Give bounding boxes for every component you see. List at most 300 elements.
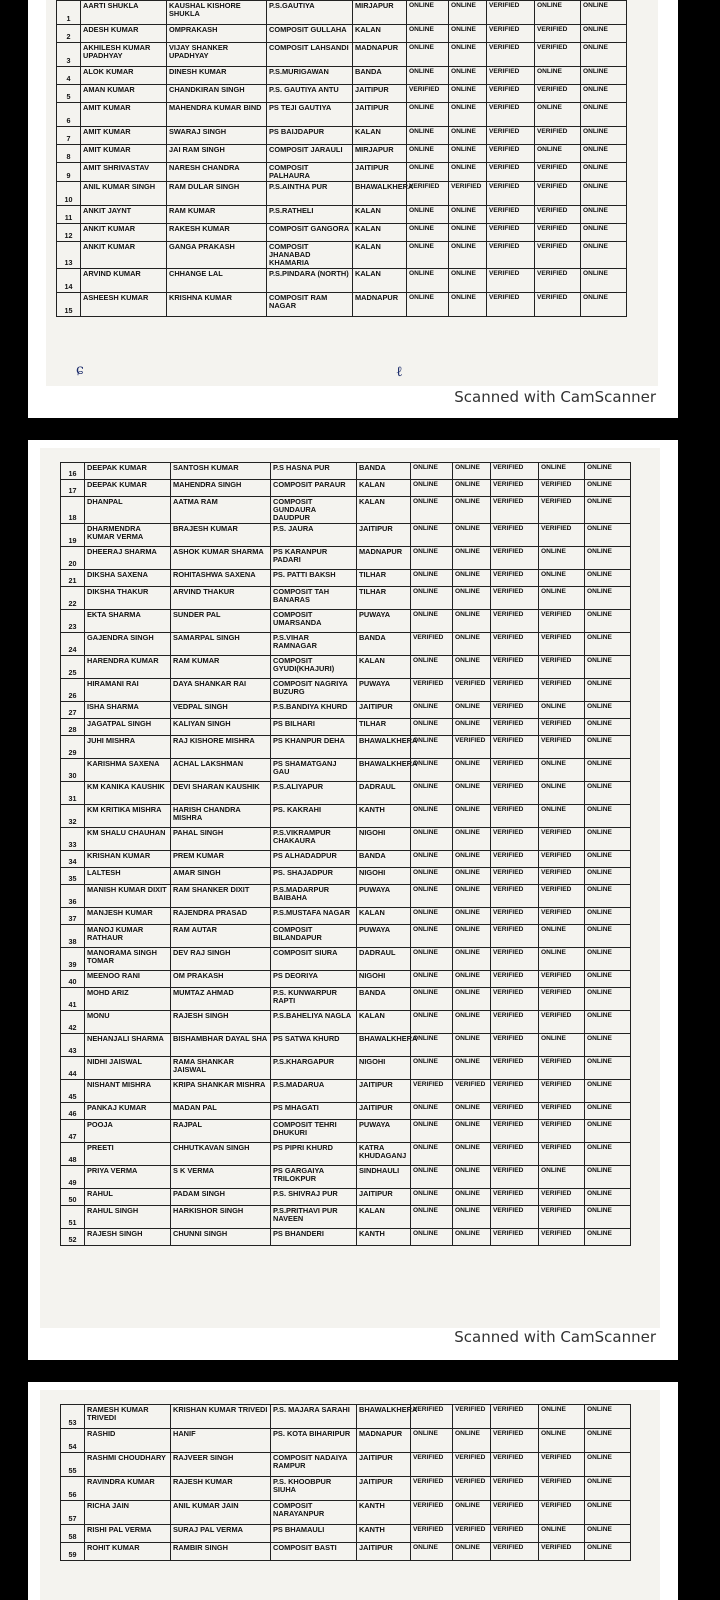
cell-name: KRISHAN KUMAR bbox=[85, 851, 171, 868]
cell-status-3: VERIFIED bbox=[491, 948, 539, 971]
cell-status-2: ONLINE bbox=[449, 145, 487, 163]
cell-father-name: RAM KUMAR bbox=[171, 656, 271, 679]
cell-school-name: PS DEORIYA bbox=[271, 971, 357, 988]
cell-sr-no: 21 bbox=[61, 570, 85, 587]
table-row bbox=[61, 463, 631, 480]
cell-status-5: ONLINE bbox=[585, 851, 631, 868]
cell-block: JAITIPUR bbox=[353, 103, 407, 127]
cell-status-2: ONLINE bbox=[453, 925, 491, 948]
cell-father-name: RAMBIR SINGH bbox=[171, 1543, 271, 1561]
cell-status-5: ONLINE bbox=[585, 480, 631, 497]
cell-status-1: ONLINE bbox=[411, 547, 453, 570]
cell-name: ISHA SHARMA bbox=[85, 702, 171, 719]
cell-school-name: COMPOSIT PALHAURA bbox=[267, 163, 353, 182]
cell-status-4: VERIFIED bbox=[539, 524, 585, 547]
cell-status-5: ONLINE bbox=[585, 497, 631, 524]
cell-status-5: ONLINE bbox=[585, 1477, 631, 1501]
cell-status-2: ONLINE bbox=[453, 1189, 491, 1206]
cell-father-name: ANIL KUMAR JAIN bbox=[171, 1501, 271, 1525]
cell-school-name: PS BHAMAULI bbox=[271, 1525, 357, 1543]
cell-status-4: VERIFIED bbox=[539, 1057, 585, 1080]
cell-name: HARENDRA KUMAR bbox=[85, 656, 171, 679]
cell-status-5: ONLINE bbox=[585, 1120, 631, 1143]
cell-father-name: AATMA RAM bbox=[171, 497, 271, 524]
pen-mark: ℓ bbox=[396, 364, 403, 380]
cell-name: AMAN KUMAR bbox=[81, 85, 167, 103]
cell-name: ADESH KUMAR bbox=[81, 25, 167, 43]
cell-father-name: MAHENDRA SINGH bbox=[171, 480, 271, 497]
cell-block: KALAN bbox=[353, 242, 407, 269]
cell-name: MANISH KUMAR DIXIT bbox=[85, 885, 171, 908]
cell-block: JAITIPUR bbox=[353, 163, 407, 182]
cell-status-5: ONLINE bbox=[585, 1011, 631, 1034]
cell-block: BHAWALKHERA bbox=[357, 759, 411, 782]
cell-school-name: P.S.KHARGAPUR bbox=[271, 1057, 357, 1080]
cell-status-4: VERIFIED bbox=[535, 43, 581, 67]
cell-block: MIRJAPUR bbox=[353, 1, 407, 25]
cell-name: MANJESH KUMAR bbox=[85, 908, 171, 925]
cell-sr-no: 39 bbox=[61, 948, 85, 971]
cell-school-name: PS KHANPUR DEHA bbox=[271, 736, 357, 759]
cell-name: DIKSHA SAXENA bbox=[85, 570, 171, 587]
cell-status-3: VERIFIED bbox=[491, 782, 539, 805]
cell-father-name: RAJPAL bbox=[171, 1120, 271, 1143]
cell-name: RICHA JAIN bbox=[85, 1501, 171, 1525]
cell-name: GAJENDRA SINGH bbox=[85, 633, 171, 656]
cell-block: MADNAPUR bbox=[357, 1429, 411, 1453]
cell-father-name: DEVI SHARAN KAUSHIK bbox=[171, 782, 271, 805]
table-row bbox=[61, 1034, 631, 1057]
cell-status-1: ONLINE bbox=[411, 610, 453, 633]
cell-sr-no: 18 bbox=[61, 497, 85, 524]
cell-sr-no: 44 bbox=[61, 1057, 85, 1080]
cell-status-5: ONLINE bbox=[585, 1405, 631, 1429]
cell-status-1: ONLINE bbox=[411, 480, 453, 497]
cell-father-name: VIJAY SHANKER UPADHYAY bbox=[167, 43, 267, 67]
cell-father-name: DAYA SHANKAR RAI bbox=[171, 679, 271, 702]
records-table-page-2 bbox=[60, 462, 631, 1246]
cell-status-3: VERIFIED bbox=[491, 868, 539, 885]
cell-status-5: ONLINE bbox=[585, 524, 631, 547]
cell-status-1: ONLINE bbox=[407, 242, 449, 269]
cell-status-3: VERIFIED bbox=[491, 1011, 539, 1034]
cell-block: KALAN bbox=[357, 908, 411, 925]
cell-name: AMIT KUMAR bbox=[81, 127, 167, 145]
table-row bbox=[61, 633, 631, 656]
cell-status-3: VERIFIED bbox=[491, 463, 539, 480]
cell-school-name: PS. PATTI BAKSH bbox=[271, 570, 357, 587]
camscanner-footer: Scanned with CamScanner bbox=[454, 388, 656, 406]
cell-status-1: ONLINE bbox=[411, 1011, 453, 1034]
cell-status-4: VERIFIED bbox=[539, 828, 585, 851]
cell-block: NIGOHI bbox=[357, 828, 411, 851]
cell-block: BANDA bbox=[357, 988, 411, 1011]
table-row bbox=[61, 805, 631, 828]
table-row bbox=[61, 759, 631, 782]
cell-block: KATRA KHUDAGANJ bbox=[357, 1143, 411, 1166]
table-row bbox=[57, 67, 627, 85]
cell-status-5: ONLINE bbox=[581, 67, 627, 85]
cell-name: LALTESH bbox=[85, 868, 171, 885]
cell-name: KARISHMA SAXENA bbox=[85, 759, 171, 782]
cell-sr-no: 26 bbox=[61, 679, 85, 702]
table-row bbox=[57, 163, 627, 182]
cell-block: JAITIPUR bbox=[357, 1103, 411, 1120]
cell-status-2: ONLINE bbox=[453, 1143, 491, 1166]
cell-father-name: MADAN PAL bbox=[171, 1103, 271, 1120]
cell-sr-no: 36 bbox=[61, 885, 85, 908]
cell-status-4: VERIFIED bbox=[539, 1477, 585, 1501]
cell-father-name: KRISHAN KUMAR TRIVEDI bbox=[171, 1405, 271, 1429]
cell-status-5: ONLINE bbox=[585, 610, 631, 633]
cell-status-3: VERIFIED bbox=[487, 242, 535, 269]
cell-status-3: VERIFIED bbox=[491, 1206, 539, 1229]
cell-status-5: ONLINE bbox=[585, 925, 631, 948]
cell-status-1: ONLINE bbox=[411, 719, 453, 736]
cell-status-1: ONLINE bbox=[411, 828, 453, 851]
cell-father-name: GANGA PRAKASH bbox=[167, 242, 267, 269]
table-row bbox=[61, 868, 631, 885]
cell-name: RASHID bbox=[85, 1429, 171, 1453]
cell-status-1: ONLINE bbox=[407, 224, 449, 242]
cell-status-2: ONLINE bbox=[449, 85, 487, 103]
table-row bbox=[61, 679, 631, 702]
cell-sr-no: 31 bbox=[61, 782, 85, 805]
cell-name: ARVIND KUMAR bbox=[81, 269, 167, 293]
cell-father-name: SANTOSH KUMAR bbox=[171, 463, 271, 480]
cell-name: RAHUL bbox=[85, 1189, 171, 1206]
cell-status-1: VERIFIED bbox=[411, 1405, 453, 1429]
cell-father-name: AMAR SINGH bbox=[171, 868, 271, 885]
cell-status-3: VERIFIED bbox=[491, 1143, 539, 1166]
cell-school-name: P.S.BANDIYA KHURD bbox=[271, 702, 357, 719]
cell-father-name: DINESH KUMAR bbox=[167, 67, 267, 85]
records-table-page-1 bbox=[56, 0, 627, 317]
cell-status-1: ONLINE bbox=[407, 206, 449, 224]
cell-status-2: ONLINE bbox=[453, 1034, 491, 1057]
cell-school-name: PS TEJI GAUTIYA bbox=[267, 103, 353, 127]
cell-status-4: VERIFIED bbox=[539, 851, 585, 868]
cell-school-name: PS KARANPUR PADARI bbox=[271, 547, 357, 570]
table-row bbox=[61, 1453, 631, 1477]
cell-father-name: MAHENDRA KUMAR BIND bbox=[167, 103, 267, 127]
cell-block: JAITIPUR bbox=[357, 702, 411, 719]
cell-status-2: ONLINE bbox=[449, 103, 487, 127]
cell-name: DIKSHA THAKUR bbox=[85, 587, 171, 610]
cell-father-name: ACHAL LAKSHMAN bbox=[171, 759, 271, 782]
cell-sr-no: 32 bbox=[61, 805, 85, 828]
cell-name: MOHD ARIZ bbox=[85, 988, 171, 1011]
cell-status-5: ONLINE bbox=[585, 570, 631, 587]
cell-status-4: VERIFIED bbox=[539, 885, 585, 908]
cell-status-2: ONLINE bbox=[453, 1103, 491, 1120]
cell-block: BANDA bbox=[353, 67, 407, 85]
cell-status-1: ONLINE bbox=[411, 1034, 453, 1057]
cell-status-3: VERIFIED bbox=[491, 759, 539, 782]
cell-school-name: COMPOSIT JARAULI bbox=[267, 145, 353, 163]
cell-block: BHAWALKHERA bbox=[357, 1405, 411, 1429]
cell-status-2: ONLINE bbox=[453, 828, 491, 851]
cell-status-2: ONLINE bbox=[453, 719, 491, 736]
cell-sr-no: 41 bbox=[61, 988, 85, 1011]
cell-status-4: VERIFIED bbox=[539, 908, 585, 925]
cell-status-3: VERIFIED bbox=[491, 1405, 539, 1429]
cell-school-name: COMPOSIT LAHSANDI bbox=[267, 43, 353, 67]
table-row bbox=[61, 1229, 631, 1246]
cell-status-3: VERIFIED bbox=[491, 719, 539, 736]
cell-school-name: P.S. JAURA bbox=[271, 524, 357, 547]
cell-status-4: ONLINE bbox=[539, 948, 585, 971]
cell-sr-no: 47 bbox=[61, 1120, 85, 1143]
cell-name: ASHEESH KUMAR bbox=[81, 293, 167, 317]
cell-block: PUWAYA bbox=[357, 925, 411, 948]
cell-father-name: RAKESH KUMAR bbox=[167, 224, 267, 242]
cell-status-2: ONLINE bbox=[453, 1429, 491, 1453]
cell-status-4: VERIFIED bbox=[539, 1120, 585, 1143]
cell-block: JAITIPUR bbox=[357, 1453, 411, 1477]
cell-school-name: P.S.VIKRAMPUR CHAKAURA bbox=[271, 828, 357, 851]
cell-block: JAITIPUR bbox=[357, 1080, 411, 1103]
table-row bbox=[61, 1429, 631, 1453]
cell-school-name: P.S.GAUTIYA bbox=[267, 1, 353, 25]
cell-school-name: P.S.VIHAR RAMNAGAR bbox=[271, 633, 357, 656]
cell-sr-no: 50 bbox=[61, 1189, 85, 1206]
cell-status-1: ONLINE bbox=[407, 1, 449, 25]
cell-status-3: VERIFIED bbox=[491, 885, 539, 908]
cell-father-name: KRISHNA KUMAR bbox=[167, 293, 267, 317]
cell-sr-no: 25 bbox=[61, 656, 85, 679]
cell-status-1: ONLINE bbox=[411, 587, 453, 610]
cell-status-5: ONLINE bbox=[585, 1501, 631, 1525]
cell-school-name: P.S.PINDARA (NORTH) bbox=[267, 269, 353, 293]
cell-status-1: VERIFIED bbox=[411, 1477, 453, 1501]
cell-block: JAITIPUR bbox=[353, 85, 407, 103]
cell-status-4: ONLINE bbox=[539, 702, 585, 719]
cell-status-1: ONLINE bbox=[411, 524, 453, 547]
cell-school-name: P.S.PRITHAVI PUR NAVEEN bbox=[271, 1206, 357, 1229]
cell-school-name: PS MHAGATI bbox=[271, 1103, 357, 1120]
cell-status-5: ONLINE bbox=[585, 1229, 631, 1246]
cell-status-3: VERIFIED bbox=[491, 1229, 539, 1246]
cell-school-name: COMPOSIT NARAYANPUR bbox=[271, 1501, 357, 1525]
cell-status-1: ONLINE bbox=[411, 497, 453, 524]
cell-status-1: ONLINE bbox=[407, 67, 449, 85]
cell-status-4: VERIFIED bbox=[535, 85, 581, 103]
cell-status-4: VERIFIED bbox=[539, 1206, 585, 1229]
cell-name: NIDHI JAISWAL bbox=[85, 1057, 171, 1080]
cell-status-1: ONLINE bbox=[411, 1206, 453, 1229]
cell-father-name: PREM KUMAR bbox=[171, 851, 271, 868]
cell-block: BHAWALKHERA bbox=[357, 736, 411, 759]
records-table-page-3 bbox=[60, 1404, 631, 1561]
cell-status-1: ONLINE bbox=[411, 1189, 453, 1206]
cell-father-name: OMPRAKASH bbox=[167, 25, 267, 43]
cell-sr-no: 8 bbox=[57, 145, 81, 163]
cell-name: AMIT KUMAR bbox=[81, 103, 167, 127]
cell-status-2: ONLINE bbox=[449, 293, 487, 317]
cell-status-4: VERIFIED bbox=[539, 1543, 585, 1561]
cell-status-3: VERIFIED bbox=[491, 988, 539, 1011]
cell-sr-no: 2 bbox=[57, 25, 81, 43]
cell-status-2: VERIFIED bbox=[453, 1525, 491, 1543]
cell-status-4: ONLINE bbox=[539, 805, 585, 828]
cell-status-3: VERIFIED bbox=[491, 570, 539, 587]
table-row bbox=[61, 1501, 631, 1525]
table-row bbox=[61, 1405, 631, 1429]
cell-sr-no: 35 bbox=[61, 868, 85, 885]
cell-status-3: VERIFIED bbox=[487, 67, 535, 85]
cell-status-1: ONLINE bbox=[407, 43, 449, 67]
cell-school-name: COMPOSIT TAH BANARAS bbox=[271, 587, 357, 610]
cell-status-4: ONLINE bbox=[539, 925, 585, 948]
cell-status-5: ONLINE bbox=[581, 145, 627, 163]
cell-status-1: ONLINE bbox=[411, 971, 453, 988]
cell-sr-no: 54 bbox=[61, 1429, 85, 1453]
cell-status-2: ONLINE bbox=[453, 1057, 491, 1080]
cell-school-name: PS BHANDERI bbox=[271, 1229, 357, 1246]
cell-father-name: ARVIND THAKUR bbox=[171, 587, 271, 610]
cell-status-4: VERIFIED bbox=[535, 206, 581, 224]
cell-status-5: ONLINE bbox=[581, 1, 627, 25]
cell-father-name: KAUSHAL KISHORE SHUKLA bbox=[167, 1, 267, 25]
cell-father-name: RAM DULAR SINGH bbox=[167, 182, 267, 206]
cell-status-5: ONLINE bbox=[585, 702, 631, 719]
cell-father-name: JAI RAM SINGH bbox=[167, 145, 267, 163]
cell-status-5: ONLINE bbox=[581, 293, 627, 317]
scanned-page-1 bbox=[28, 0, 678, 418]
cell-block: KANTH bbox=[357, 1501, 411, 1525]
scanned-page-3 bbox=[28, 1382, 678, 1600]
table-row bbox=[61, 1525, 631, 1543]
cell-status-4: VERIFIED bbox=[539, 480, 585, 497]
cell-block: KALAN bbox=[353, 224, 407, 242]
cell-status-2: ONLINE bbox=[453, 805, 491, 828]
cell-status-2: ONLINE bbox=[453, 988, 491, 1011]
cell-status-3: VERIFIED bbox=[491, 547, 539, 570]
table-row bbox=[61, 1057, 631, 1080]
cell-status-2: ONLINE bbox=[453, 851, 491, 868]
cell-status-4: VERIFIED bbox=[539, 971, 585, 988]
cell-status-5: ONLINE bbox=[585, 1143, 631, 1166]
cell-status-5: ONLINE bbox=[585, 736, 631, 759]
cell-status-4: VERIFIED bbox=[539, 497, 585, 524]
cell-status-2: ONLINE bbox=[453, 656, 491, 679]
cell-status-3: VERIFIED bbox=[491, 1166, 539, 1189]
cell-status-2: ONLINE bbox=[453, 610, 491, 633]
cell-block: SINDHAULI bbox=[357, 1166, 411, 1189]
cell-status-4: ONLINE bbox=[539, 1429, 585, 1453]
cell-status-2: ONLINE bbox=[453, 633, 491, 656]
cell-sr-no: 43 bbox=[61, 1034, 85, 1057]
cell-status-1: ONLINE bbox=[411, 988, 453, 1011]
table-row bbox=[61, 587, 631, 610]
cell-status-1: ONLINE bbox=[411, 925, 453, 948]
cell-sr-no: 23 bbox=[61, 610, 85, 633]
cell-status-3: VERIFIED bbox=[491, 656, 539, 679]
cell-status-4: ONLINE bbox=[535, 1, 581, 25]
cell-sr-no: 5 bbox=[57, 85, 81, 103]
cell-father-name: VEDPAL SINGH bbox=[171, 702, 271, 719]
cell-status-2: ONLINE bbox=[453, 587, 491, 610]
table-row bbox=[61, 497, 631, 524]
cell-status-1: ONLINE bbox=[411, 1229, 453, 1246]
cell-status-5: ONLINE bbox=[581, 182, 627, 206]
cell-father-name: RAM SHANKER DIXIT bbox=[171, 885, 271, 908]
cell-block: JAITIPUR bbox=[357, 524, 411, 547]
cell-status-2: ONLINE bbox=[449, 1, 487, 25]
cell-block: MADNAPUR bbox=[357, 547, 411, 570]
cell-status-2: ONLINE bbox=[453, 908, 491, 925]
cell-father-name: CHUNNI SINGH bbox=[171, 1229, 271, 1246]
cell-status-2: ONLINE bbox=[449, 269, 487, 293]
table-row bbox=[57, 127, 627, 145]
cell-father-name: RAJ KISHORE MISHRA bbox=[171, 736, 271, 759]
cell-status-4: ONLINE bbox=[539, 547, 585, 570]
cell-status-5: ONLINE bbox=[585, 1429, 631, 1453]
cell-school-name: PS BAIJDAPUR bbox=[267, 127, 353, 145]
table-row bbox=[61, 1206, 631, 1229]
cell-status-2: ONLINE bbox=[453, 759, 491, 782]
cell-name: RAJESH SINGH bbox=[85, 1229, 171, 1246]
cell-status-1: ONLINE bbox=[411, 948, 453, 971]
cell-status-2: ONLINE bbox=[453, 971, 491, 988]
cell-status-2: ONLINE bbox=[449, 127, 487, 145]
table-row bbox=[61, 1011, 631, 1034]
camscanner-footer: Scanned with CamScanner bbox=[454, 1328, 656, 1346]
cell-status-1: ONLINE bbox=[411, 1143, 453, 1166]
cell-school-name: P.S.ALIYAPUR bbox=[271, 782, 357, 805]
cell-status-5: ONLINE bbox=[581, 127, 627, 145]
cell-sr-no: 22 bbox=[61, 587, 85, 610]
cell-father-name: KRIPA SHANKAR MISHRA bbox=[171, 1080, 271, 1103]
cell-school-name: COMPOSIT JHANABAD KHAMARIA bbox=[267, 242, 353, 269]
cell-status-2: ONLINE bbox=[453, 1120, 491, 1143]
table-row bbox=[57, 242, 627, 269]
cell-status-3: VERIFIED bbox=[487, 163, 535, 182]
table-row bbox=[57, 103, 627, 127]
table-row bbox=[57, 85, 627, 103]
cell-status-3: VERIFIED bbox=[491, 1543, 539, 1561]
cell-status-2: ONLINE bbox=[453, 868, 491, 885]
cell-status-2: VERIFIED bbox=[449, 182, 487, 206]
cell-father-name: RAJENDRA PRASAD bbox=[171, 908, 271, 925]
cell-status-2: VERIFIED bbox=[453, 1477, 491, 1501]
cell-status-5: ONLINE bbox=[585, 656, 631, 679]
table-row bbox=[61, 1143, 631, 1166]
cell-status-5: ONLINE bbox=[581, 269, 627, 293]
cell-sr-no: 1 bbox=[57, 1, 81, 25]
cell-school-name: PS SATWA KHURD bbox=[271, 1034, 357, 1057]
cell-school-name: PS BILHARI bbox=[271, 719, 357, 736]
table-row bbox=[61, 702, 631, 719]
cell-sr-no: 30 bbox=[61, 759, 85, 782]
table-row bbox=[61, 1189, 631, 1206]
cell-sr-no: 4 bbox=[57, 67, 81, 85]
table-row bbox=[61, 782, 631, 805]
cell-status-3: VERIFIED bbox=[491, 736, 539, 759]
cell-status-1: ONLINE bbox=[411, 1543, 453, 1561]
cell-status-4: VERIFIED bbox=[535, 127, 581, 145]
cell-status-2: VERIFIED bbox=[453, 1080, 491, 1103]
table-row bbox=[61, 570, 631, 587]
cell-status-5: ONLINE bbox=[585, 547, 631, 570]
cell-status-1: ONLINE bbox=[411, 736, 453, 759]
cell-block: KANTH bbox=[357, 1525, 411, 1543]
cell-status-2: ONLINE bbox=[453, 497, 491, 524]
cell-status-5: ONLINE bbox=[585, 805, 631, 828]
cell-status-3: VERIFIED bbox=[487, 1, 535, 25]
cell-sr-no: 48 bbox=[61, 1143, 85, 1166]
